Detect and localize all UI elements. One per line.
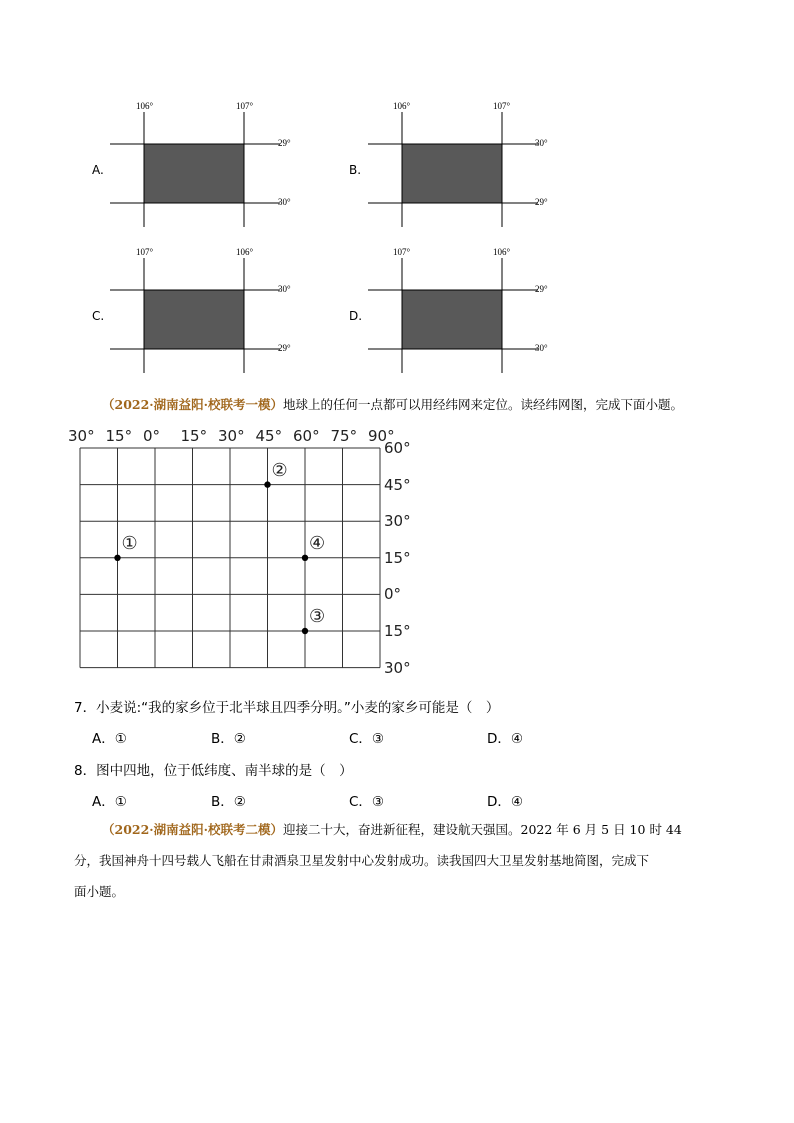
lat-label: 30° [535,343,548,353]
q7-choice-b[interactable]: B．② [211,731,246,747]
lat-label: 30° [535,138,548,148]
q8-choice-c[interactable]: C．③ [349,794,385,810]
grid-box-d [368,258,538,373]
lon-label: 106° [136,101,154,111]
grid-point [264,481,270,487]
lon-label: 106° [493,247,511,257]
lat-lon-grid [78,446,384,670]
grid-lon-label: 45° [255,427,283,445]
grid-lat-label: 45° [384,475,411,494]
grid-point-label: ③ [309,606,326,627]
lon-label: 106° [393,101,411,111]
lat-label: 29° [535,284,548,294]
grid-lon-label: 60° [293,427,320,445]
q7-choice-c[interactable]: C．③ [349,731,385,747]
question-8-text: 8．图中四地，位于低纬度、南半球的是（ ） [74,763,353,779]
intro-paragraph-2 [74,814,734,907]
grid-point [302,555,308,561]
intro-text-line-1: 迎接二十大，奋进新征程，建设航天强国。2022 年 6 月 5 日 10 时 44 [283,822,682,837]
q7-choice-d[interactable]: D．④ [487,731,523,747]
q8-choice-d[interactable]: D．④ [487,794,523,810]
grid-lon-label: 75° [330,427,358,445]
lat-label: 29° [535,197,548,207]
grid-point-label: ④ [309,532,326,554]
lon-label: 107° [136,247,154,257]
intro-text-line-3: 面小题。 [74,884,125,899]
q8-choice-a[interactable]: A．① [92,794,127,810]
grid-box-b [368,112,538,227]
grid-box-c [110,258,280,373]
option-letter-b[interactable]: B. [349,163,362,177]
intro-text-line-2: 分，我国神舟十四号载人飞船在甘肃酒泉卫星发射中心发射成功。读我国四大卫星发射基地简图，完成下 [74,853,650,868]
grid-point [114,555,120,561]
lon-label: 106° [236,247,254,257]
grid-lon-label: 30° [218,427,245,445]
grid-lon-label: 90° [368,427,395,445]
question-7-text: 7．小麦说:“我的家乡位于北半球且四季分明。”小麦的家乡可能是（ ） [74,700,500,716]
lon-label: 107° [493,101,511,111]
grid-lat-label: 15° [384,548,411,567]
q8-choice-b[interactable]: B．② [211,794,246,810]
source-tag: （2022·湖南益阳·校联考一模） [102,397,283,412]
lon-label: 107° [393,247,411,257]
grid-lon-label: 0° [143,427,161,445]
grid-lat-label: 60° [384,439,411,457]
grid-lat-label: 0° [384,585,402,604]
intro-text: 地球上的任何一点都可以用经纬网来定位。读经纬网图，完成下面小题。 [283,397,684,412]
grid-lon-label: 15° [105,427,133,445]
intro-paragraph-1 [102,389,742,420]
q7-choice-a[interactable]: A．① [92,731,127,747]
option-letter-c[interactable]: C. [92,309,105,323]
grid-lat-label: 15° [384,622,411,640]
option-letter-a[interactable]: A. [92,163,104,177]
grid-lat-label: 30° [384,512,411,531]
source-tag: （2022·湖南益阳·校联考二模） [102,822,283,837]
grid-box-a [110,112,280,227]
grid-lon-label: 15° [180,427,208,445]
lon-label: 107° [236,101,254,111]
lat-label: 29° [278,343,291,353]
option-letter-d[interactable]: D. [349,309,363,323]
lat-label: 29° [278,138,291,148]
grid-point [302,628,308,634]
grid-lon-label: 30° [68,427,95,445]
grid-point-label: ① [121,532,138,554]
grid-point-label: ② [271,459,288,481]
grid-lat-label: 30° [384,658,411,677]
lat-label: 30° [278,284,291,294]
lat-label: 30° [278,197,291,207]
